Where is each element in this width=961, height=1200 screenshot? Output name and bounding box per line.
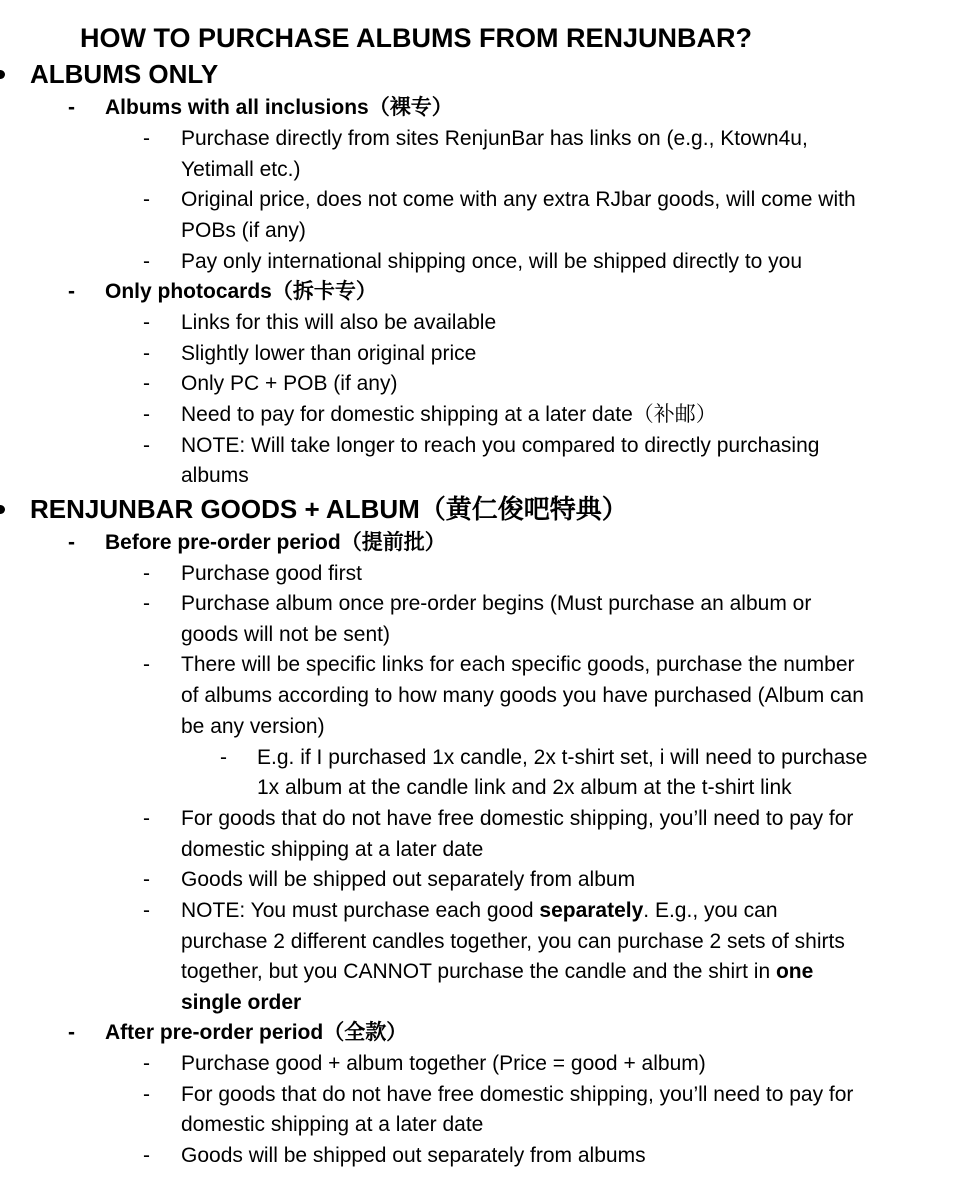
dash-icon: -	[143, 127, 150, 150]
list-item-line: Slightly lower than original price	[181, 342, 477, 365]
note-text: . E.g., you can	[643, 899, 778, 922]
list-item-line: Yetimall etc.)	[181, 158, 301, 181]
list-item-line: Pay only international shipping once, will be shipped directly to you	[181, 250, 803, 273]
note-emphasis: separately	[539, 899, 644, 922]
note-line: purchase 2 different candles together, you can purchase 2 sets of shirts	[181, 930, 845, 953]
subsection-heading: Only photocards（拆卡专）	[105, 280, 377, 303]
dash-icon: -	[143, 311, 150, 334]
list-item-line: Links for this will also be available	[181, 311, 497, 334]
dash-icon: -	[143, 1052, 150, 1075]
bullet-icon	[0, 70, 5, 79]
list-item-line: Goods will be shipped out separately from albums	[181, 1144, 646, 1167]
dash-icon: -	[143, 562, 150, 585]
dash-icon: -	[68, 96, 75, 119]
dash-icon: -	[143, 1083, 150, 1106]
list-item-line: Purchase good first	[181, 562, 362, 585]
note-line	[181, 957, 813, 987]
list-item-line: For goods that do not have free domestic shipping, you’ll need to pay for	[181, 1083, 854, 1106]
dash-icon: -	[143, 807, 150, 830]
dash-icon: -	[143, 188, 150, 211]
list-item-line: domestic shipping at a later date	[181, 1113, 484, 1136]
dash-icon: -	[143, 1144, 150, 1167]
dash-icon: -	[143, 372, 150, 395]
list-item-line: For goods that do not have free domestic shipping, you’ll need to pay for	[181, 807, 854, 830]
list-item-line: be any version)	[181, 715, 325, 738]
subsection-heading: Albums with all inclusions（裸专）	[105, 96, 453, 119]
nested-list-item-line: 1x album at the candle link and 2x album at the t-shirt link	[257, 776, 792, 799]
list-item-line: NOTE: Will take longer to reach you compared to directly purchasing	[181, 434, 820, 457]
list-item-line: Only PC + POB (if any)	[181, 372, 398, 395]
list-item-line: Goods will be shipped out separately from album	[181, 868, 636, 891]
list-item-line: domestic shipping at a later date	[181, 838, 484, 861]
note-text: together, but you CANNOT purchase the candle and the shirt in	[181, 960, 776, 983]
note-line: single order	[181, 991, 302, 1014]
list-item-line: There will be specific links for each specific goods, purchase the number	[181, 653, 855, 676]
list-item-line: Purchase album once pre-order begins (Must purchase an album or	[181, 592, 812, 615]
dash-icon: -	[68, 1021, 75, 1044]
list-item-line: Purchase directly from sites RenjunBar has links on (e.g., Ktown4u,	[181, 127, 808, 150]
dash-icon: -	[143, 342, 150, 365]
list-item-line: POBs (if any)	[181, 219, 306, 242]
nested-list-item-line: E.g. if I purchased 1x candle, 2x t-shirt set, i will need to purchase	[257, 746, 868, 769]
dash-icon: -	[143, 434, 150, 457]
note-line	[181, 896, 778, 926]
note-text: NOTE: You must purchase each good	[181, 899, 540, 922]
dash-icon: -	[143, 403, 150, 426]
subsection-heading: Before pre-order period（提前批）	[105, 531, 446, 554]
subsection-heading: After pre-order period（全款）	[105, 1021, 408, 1044]
list-item-line: Need to pay for domestic shipping at a later date（补邮）	[181, 403, 717, 426]
dash-icon: -	[143, 868, 150, 891]
section-heading: ALBUMS ONLY	[30, 59, 219, 89]
list-item-line: albums	[181, 464, 249, 487]
note-emphasis: one	[775, 960, 814, 983]
bullet-icon	[0, 505, 5, 514]
dash-icon: -	[220, 746, 227, 769]
dash-icon: -	[143, 653, 150, 676]
list-item-line: Original price, does not come with any extra RJbar goods, will come with	[181, 188, 856, 211]
dash-icon: -	[68, 531, 75, 554]
dash-icon: -	[143, 899, 150, 922]
page-title: HOW TO PURCHASE ALBUMS FROM RENJUNBAR?	[80, 23, 752, 53]
list-item-line: of albums according to how many goods you have purchased (Album can	[181, 684, 864, 707]
list-item-line: Purchase good + album together (Price = good + album)	[181, 1052, 706, 1075]
section-heading: RENJUNBAR GOODS + ALBUM（黄仁俊吧特典）	[30, 494, 628, 524]
dash-icon: -	[143, 250, 150, 273]
dash-icon: -	[143, 592, 150, 615]
dash-icon: -	[68, 280, 75, 303]
list-item-line: goods will not be sent)	[181, 623, 390, 646]
